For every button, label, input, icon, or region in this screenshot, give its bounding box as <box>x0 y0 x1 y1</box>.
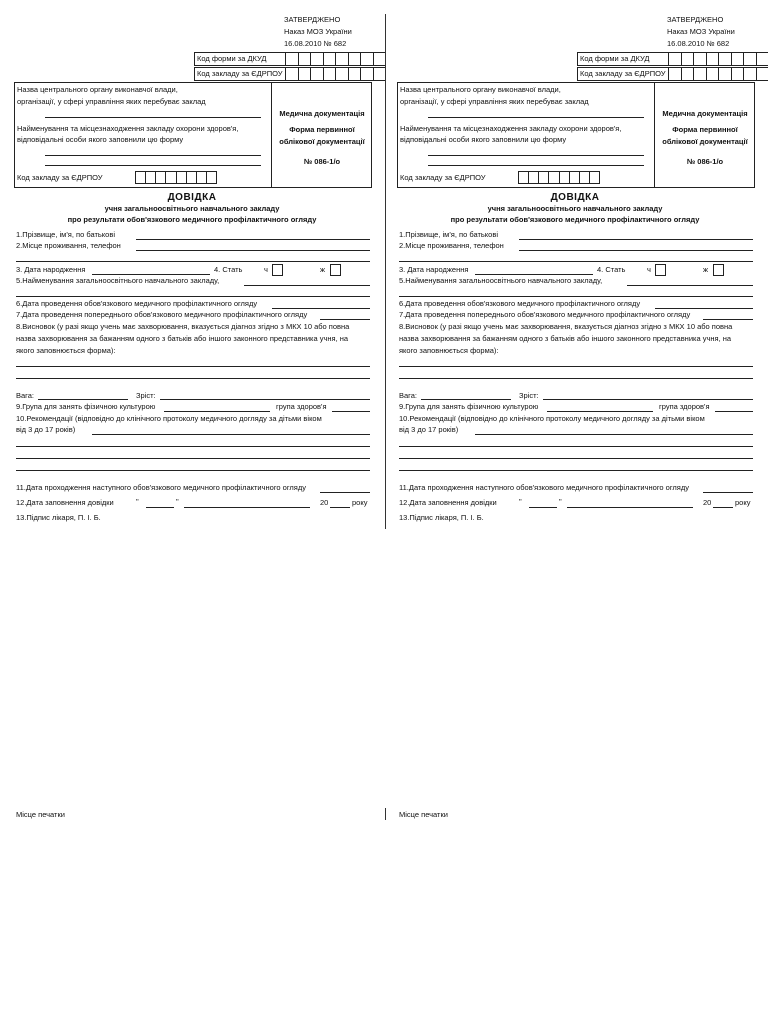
address-input[interactable] <box>519 250 753 251</box>
birth-date-input[interactable] <box>475 274 593 275</box>
recommendations-label-2: від 3 до 17 років) <box>16 425 76 434</box>
prev-exam-date-input[interactable] <box>320 319 370 320</box>
dkud-code-label: Код форми за ДКУД <box>195 53 286 65</box>
sex-male-label: ч <box>264 265 268 274</box>
recommendations-input-1[interactable] <box>92 434 370 435</box>
recommendations-input-1[interactable] <box>475 434 753 435</box>
address-input-2[interactable] <box>399 261 753 262</box>
pe-group-input[interactable] <box>164 411 270 412</box>
school-label: 5.Найменування загальноосвітнього навчального закладу, <box>399 276 603 285</box>
sex-male-label: ч <box>647 265 651 274</box>
birth-date-label: 3. Дата народження <box>399 265 469 274</box>
recommendations-input-2[interactable] <box>399 446 753 447</box>
form-subtitle-1: учня загальноосвітнього навчального закладу <box>104 204 280 213</box>
year-suffix: року <box>352 498 368 507</box>
sex-female-label: ж <box>320 265 326 274</box>
year-prefix: 20 <box>320 498 329 507</box>
conclusion-label: 8.Висновок (у разі якщо учень має захворювання, вказується діагноз згідно з МКХ 10 або повна <box>16 322 350 331</box>
weight-input[interactable] <box>421 399 511 400</box>
address-label: 2.Місце проживання, телефон <box>399 241 504 250</box>
cut-line-bottom <box>385 808 386 820</box>
form-title: ДОВІДКА <box>167 192 217 203</box>
edrpou-code-field[interactable] <box>194 67 386 81</box>
dkud-code-field[interactable] <box>577 52 768 66</box>
pe-group-label: 9.Група для занять фізичною культурою <box>399 402 539 411</box>
fill-date-label: 12.Дата заповнення довідки <box>16 498 114 507</box>
quote-open: " <box>519 497 522 506</box>
recommendations-input-3[interactable] <box>399 458 753 459</box>
approval-date: 16.08.2010 № 682 <box>667 39 730 48</box>
health-group-input[interactable] <box>332 411 370 412</box>
weight-input[interactable] <box>38 399 128 400</box>
height-label: Зріст: <box>519 391 539 400</box>
weight-label: Вага: <box>16 391 34 400</box>
conclusion-input-1[interactable] <box>16 366 370 367</box>
prev-exam-date-label: 7.Дата проведення попереднього обов'язкового медичного профілактичного огляду <box>16 310 308 319</box>
conclusion-input-2[interactable] <box>16 378 370 379</box>
doctor-signature-label: 13.Підпис лікаря, П. І. Б. <box>16 513 101 522</box>
doc-form: Форма первинної <box>289 125 355 134</box>
conclusion-input-2[interactable] <box>399 378 753 379</box>
quote-close: " <box>559 497 562 506</box>
edrpou-code-field[interactable] <box>577 67 768 81</box>
authority-input[interactable] <box>45 117 261 118</box>
authority-input[interactable] <box>428 117 644 118</box>
facility-input-2[interactable] <box>45 165 261 166</box>
sex-male-checkbox[interactable] <box>272 264 283 276</box>
school-input-2[interactable] <box>16 296 370 297</box>
sex-label: 4. Стать <box>214 265 243 274</box>
facility-input-1[interactable] <box>428 155 644 156</box>
header-box <box>397 82 755 188</box>
recommendations-input-4[interactable] <box>16 470 370 471</box>
sex-female-checkbox[interactable] <box>713 264 724 276</box>
facility-label: Найменування та місцезнаходження закладу охорони здоров'я, <box>17 124 239 133</box>
school-input-2[interactable] <box>399 296 753 297</box>
authority-label: Назва центрального органу виконавчої влади, <box>17 85 178 94</box>
header-box <box>14 82 372 188</box>
facility-label: Найменування та місцезнаходження закладу охорони здоров'я, <box>400 124 622 133</box>
conclusion-label-2: назва захворювання за бажанням одного з батьків або іншого законного представника учня, на <box>16 334 349 343</box>
approval-block <box>284 14 352 50</box>
authority-label: Назва центрального органу виконавчої влади, <box>400 85 561 94</box>
health-group-label: група здоров'я <box>276 402 327 411</box>
year-prefix: 20 <box>703 498 712 507</box>
approval-order: Наказ МОЗ України <box>667 27 735 36</box>
exam-date-input[interactable] <box>272 308 370 309</box>
height-input[interactable] <box>160 399 370 400</box>
doc-type: Медична документація <box>279 109 365 118</box>
cut-line <box>385 14 386 529</box>
stamp-place: Місце печатки <box>16 810 65 819</box>
address-label: 2.Місце проживання, телефон <box>16 241 121 250</box>
fill-month-input[interactable] <box>567 507 693 508</box>
doc-number: № 086-1/о <box>303 157 341 166</box>
recommendations-label-2: від 3 до 17 років) <box>399 425 459 434</box>
approval-title: ЗАТВЕРДЖЕНО <box>284 15 341 24</box>
next-exam-label: 11.Дата проходження наступного обов'язкового медичного профілактичного огляду <box>16 483 306 492</box>
health-group-input[interactable] <box>715 411 753 412</box>
pe-group-label: 9.Група для занять фізичною культурою <box>16 402 156 411</box>
full-name-input[interactable] <box>136 239 370 240</box>
quote-open: " <box>136 497 139 506</box>
prev-exam-date-label: 7.Дата проведення попереднього обов'язкового медичного профілактичного огляду <box>399 310 691 319</box>
sex-label: 4. Стать <box>597 265 626 274</box>
conclusion-label-3: якого заповнюється форма): <box>399 346 499 355</box>
height-input[interactable] <box>543 399 753 400</box>
birth-date-label: 3. Дата народження <box>16 265 86 274</box>
authority-label-2: організації, у сфері управління яких перебуває заклад <box>400 97 589 106</box>
next-exam-input[interactable] <box>320 492 370 493</box>
edrpou-code-label: Код закладу за ЄДРПОУ <box>578 68 669 80</box>
exam-date-input[interactable] <box>655 308 753 309</box>
fill-date-label: 12.Дата заповнення довідки <box>399 498 497 507</box>
form-subtitle-2: про результати обов'язкового медичного профілактичного огляду <box>67 215 317 224</box>
sex-female-checkbox[interactable] <box>330 264 341 276</box>
authority-label-2: організації, у сфері управління яких перебуває заклад <box>17 97 206 106</box>
weight-label: Вага: <box>399 391 417 400</box>
form-subtitle-2: про результати обов'язкового медичного профілактичного огляду <box>450 215 700 224</box>
dkud-code-label: Код форми за ДКУД <box>578 53 669 65</box>
facility-input-2[interactable] <box>428 165 644 166</box>
birth-date-input[interactable] <box>92 274 210 275</box>
conclusion-input-1[interactable] <box>399 366 753 367</box>
school-input[interactable] <box>627 285 753 286</box>
full-name-label: 1.Прізвище, ім'я, по батькові <box>16 230 115 239</box>
edrpou-box-cells[interactable] <box>135 171 217 184</box>
school-input[interactable] <box>244 285 370 286</box>
exam-date-label: 6.Дата проведення обов'язкового медичного профілактичного огляду <box>399 299 641 308</box>
address-input-2[interactable] <box>16 261 370 262</box>
next-exam-label: 11.Дата проходження наступного обов'язкового медичного профілактичного огляду <box>399 483 689 492</box>
conclusion-label-3: якого заповнюється форма): <box>16 346 116 355</box>
form-title: ДОВІДКА <box>550 192 600 203</box>
doc-type-panel <box>654 83 755 187</box>
fill-year-input[interactable] <box>330 507 350 508</box>
quote-close: " <box>176 497 179 506</box>
health-group-label: група здоров'я <box>659 402 710 411</box>
facility-label-2: відповідальні особи якого заповнили цю форму <box>17 135 184 144</box>
stamp-place: Місце печатки <box>399 810 448 819</box>
recommendations-label: 10.Рекомендації (відповідно до клінічного протоколу медичного догляду за дітьми віком <box>16 414 322 423</box>
recommendations-input-3[interactable] <box>16 458 370 459</box>
edrpou-box-label: Код закладу за ЄДРПОУ <box>400 173 486 182</box>
pe-group-input[interactable] <box>547 411 653 412</box>
edrpou-box-cells[interactable] <box>518 171 600 184</box>
school-label: 5.Найменування загальноосвітнього навчального закладу, <box>16 276 220 285</box>
next-exam-input[interactable] <box>703 492 753 493</box>
year-suffix: року <box>735 498 751 507</box>
fill-day-input[interactable] <box>146 507 174 508</box>
doc-form-2: облікової документації <box>279 137 365 146</box>
address-input[interactable] <box>136 250 370 251</box>
doc-number: № 086-1/о <box>686 157 724 166</box>
dkud-code-field[interactable] <box>194 52 386 66</box>
approval-block <box>667 14 735 50</box>
doc-form: Форма первинної <box>672 125 738 134</box>
height-label: Зріст: <box>136 391 156 400</box>
fill-month-input[interactable] <box>184 507 310 508</box>
conclusion-label-2: назва захворювання за бажанням одного з батьків або іншого законного представника учня, на <box>399 334 732 343</box>
sex-male-checkbox[interactable] <box>655 264 666 276</box>
doc-type-panel <box>271 83 372 187</box>
full-name-label: 1.Прізвище, ім'я, по батькові <box>399 230 498 239</box>
recommendations-input-4[interactable] <box>399 470 753 471</box>
sex-female-label: ж <box>703 265 709 274</box>
form-subtitle-1: учня загальноосвітнього навчального закладу <box>487 204 663 213</box>
facility-label-2: відповідальні особи якого заповнили цю форму <box>400 135 567 144</box>
referral-form-left <box>14 0 384 830</box>
fill-day-input[interactable] <box>529 507 557 508</box>
approval-title: ЗАТВЕРДЖЕНО <box>667 15 724 24</box>
facility-input-1[interactable] <box>45 155 261 156</box>
recommendations-input-2[interactable] <box>16 446 370 447</box>
fill-year-input[interactable] <box>713 507 733 508</box>
referral-form-right <box>397 0 767 830</box>
exam-date-label: 6.Дата проведення обов'язкового медичного профілактичного огляду <box>16 299 258 308</box>
doc-form-2: облікової документації <box>662 137 748 146</box>
full-name-input[interactable] <box>519 239 753 240</box>
doc-type: Медична документація <box>662 109 748 118</box>
edrpou-box-label: Код закладу за ЄДРПОУ <box>17 173 103 182</box>
edrpou-code-label: Код закладу за ЄДРПОУ <box>195 68 286 80</box>
approval-order: Наказ МОЗ України <box>284 27 352 36</box>
conclusion-label: 8.Висновок (у разі якщо учень має захворювання, вказується діагноз згідно з МКХ 10 або повна <box>399 322 733 331</box>
recommendations-label: 10.Рекомендації (відповідно до клінічного протоколу медичного догляду за дітьми віком <box>399 414 705 423</box>
prev-exam-date-input[interactable] <box>703 319 753 320</box>
doctor-signature-label: 13.Підпис лікаря, П. І. Б. <box>399 513 484 522</box>
approval-date: 16.08.2010 № 682 <box>284 39 347 48</box>
